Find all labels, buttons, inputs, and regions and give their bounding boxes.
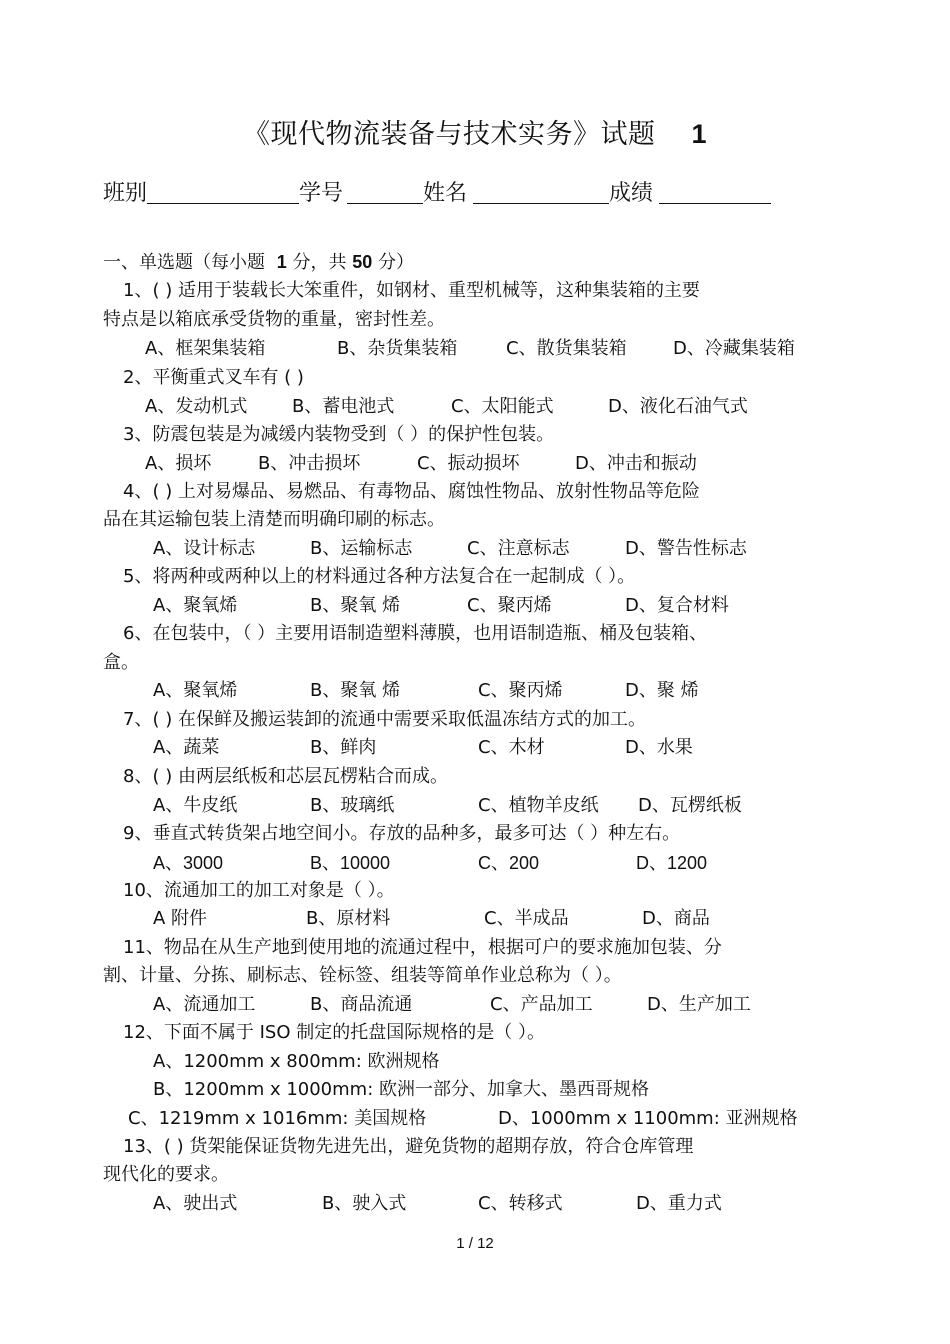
option-b: B、驶入式 <box>322 1193 407 1214</box>
option-a: A、聚氧烯 <box>153 595 238 616</box>
page-number: 1 / 12 <box>456 1235 494 1252</box>
question-6-line-1: 6、在包装中，（ ）主要用语制造塑料薄膜，也用语制造瓶、桶及包装箱、 <box>123 623 708 644</box>
option-d: D、商品 <box>642 908 710 929</box>
option-c: C、聚丙烯 <box>478 680 563 701</box>
option-a: A 附件 <box>153 908 208 929</box>
question-4-line-1: 4、( ) 上对易爆品、易燃品、有毒物品、腐蚀性物品、放射性物品等危险 <box>123 481 700 502</box>
option-c: C、植物羊皮纸 <box>478 795 599 816</box>
option-a: A、设计标志 <box>153 538 256 559</box>
question-10-line-1: 10、流通加工的加工对象是（ ）。 <box>123 880 395 901</box>
option-b: B、10000 <box>310 853 391 873</box>
option-c: C、振动损坏 <box>417 453 520 474</box>
id-label: 学号 <box>299 181 344 206</box>
option-d: D、重力式 <box>636 1193 722 1214</box>
name-label: 姓名 <box>423 181 468 206</box>
question-11-line-1: 11、物品在从生产地到使用地的流通过程中，根据可户的要求施加包装、分 <box>123 937 722 958</box>
section-total: 50 <box>352 252 373 272</box>
title-text: 《现代物流装备与技术实务》试题 <box>242 119 656 150</box>
section-points: 1 <box>276 252 287 272</box>
question-12-option-b: B、1200mm x 1000mm: 欧洲一部分、加拿大、墨西哥规格 <box>153 1079 649 1100</box>
question-12-line-1: 12、下面不属于 ISO 制定的托盘国际规格的是（ ）。 <box>123 1022 545 1043</box>
class-label: 班别 <box>103 181 148 206</box>
question-9-line-1: 9、垂直式转货架占地空间小。存放的品种多，最多可达（ ）种左右。 <box>123 823 681 844</box>
student-info-line <box>103 176 771 207</box>
id-blank <box>347 179 423 204</box>
option-d: D、生产加工 <box>647 994 751 1015</box>
option-c: C、木材 <box>478 737 545 758</box>
option-d: D、1200 <box>636 853 708 873</box>
option-a: A、流通加工 <box>153 994 256 1015</box>
option-c: C、太阳能式 <box>451 396 554 417</box>
option-a: A、3000 <box>153 853 224 873</box>
option-a: A、聚氧烯 <box>153 680 238 701</box>
option-b: B、聚氧 烯 <box>310 595 401 616</box>
option-c: C、半成品 <box>484 908 569 929</box>
option-d: D、1000mm x 1100mm: 亚洲规格 <box>498 1108 798 1129</box>
option-b: B、聚氧 烯 <box>310 680 401 701</box>
option-d: D、聚 烯 <box>625 680 699 701</box>
option-c: C、200 <box>478 853 540 873</box>
option-b: B、玻璃纸 <box>310 795 395 816</box>
option-d: D、复合材料 <box>625 595 729 616</box>
score-label: 成绩 <box>609 181 654 206</box>
option-b: B、冲击损坏 <box>258 453 361 474</box>
option-b: B、鲜肉 <box>310 737 377 758</box>
option-a: A、驶出式 <box>153 1193 238 1214</box>
name-blank <box>473 179 609 204</box>
option-c: C、1219mm x 1016mm: 美国规格 <box>128 1108 427 1129</box>
section-label-c: 分） <box>377 252 414 273</box>
option-b: B、蓄电池式 <box>292 396 395 417</box>
option-c: C、聚丙烯 <box>467 595 552 616</box>
question-7-line-1: 7、( ) 在保鲜及搬运装卸的流通中需要采取低温冻结方式的加工。 <box>123 709 646 730</box>
question-3-line-1: 3、防震包装是为减缓内装物受到（ ）的保护性包装。 <box>123 424 555 445</box>
question-6-line-2: 盒。 <box>103 652 139 673</box>
class-blank <box>147 179 299 204</box>
question-11-line-2: 割、计量、分拣、刷标志、铨标签、组装等简单作业总称为（ ）。 <box>103 965 622 986</box>
option-a: A、发动机式 <box>145 396 248 417</box>
option-c: C、产品加工 <box>490 994 593 1015</box>
option-b: B、商品流通 <box>310 994 413 1015</box>
option-a: A、蔬菜 <box>153 737 220 758</box>
option-a: A、牛皮纸 <box>153 795 238 816</box>
question-13-line-2: 现代化的要求。 <box>103 1164 229 1185</box>
option-d: D、冷藏集装箱 <box>673 338 795 359</box>
option-b: B、原材料 <box>306 908 391 929</box>
option-a: A、框架集装箱 <box>145 338 266 359</box>
page-title <box>0 112 950 151</box>
question-12-option-a: A、1200mm x 800mm: 欧洲规格 <box>153 1051 440 1072</box>
section-label-b: 分，共 <box>292 252 347 273</box>
option-d: D、水果 <box>625 737 693 758</box>
question-4-line-2: 品在其运输包装上清楚而明确印刷的标志。 <box>103 509 445 530</box>
option-a: A、损坏 <box>145 453 212 474</box>
option-d: D、冲击和振动 <box>575 453 697 474</box>
question-1-line-1: 1、( ) 适用于装载长大笨重件，如钢材、重型机械等，这种集装箱的主要 <box>123 280 700 301</box>
score-blank <box>659 179 771 204</box>
option-c: C、散货集装箱 <box>506 338 627 359</box>
question-1-line-2: 特点是以箱底承受货物的重量，密封性差。 <box>103 309 445 330</box>
title-number: 1 <box>691 119 708 149</box>
question-8-line-1: 8、( ) 由两层纸板和芯层瓦楞粘合而成。 <box>123 766 448 787</box>
option-c: C、注意标志 <box>467 538 570 559</box>
question-5-line-1: 5、将两种或两种以上的材料通过各种方法复合在一起制成（ ）。 <box>123 566 636 587</box>
option-b: B、运输标志 <box>310 538 413 559</box>
question-13-line-1: 13、( ) 货架能保证货物先进先出，避免货物的超期存放，符合仓库管理 <box>123 1136 694 1157</box>
section-heading <box>103 250 414 275</box>
option-d: D、液化石油气式 <box>608 396 748 417</box>
option-d: D、瓦楞纸板 <box>638 795 742 816</box>
option-b: B、杂货集装箱 <box>337 338 458 359</box>
option-d: D、警告性标志 <box>625 538 747 559</box>
option-c: C、转移式 <box>478 1193 563 1214</box>
question-2-line-1: 2、平衡重式叉车有 ( ) <box>123 367 304 388</box>
section-label-a: 一、单选题（每小题 <box>103 252 265 273</box>
